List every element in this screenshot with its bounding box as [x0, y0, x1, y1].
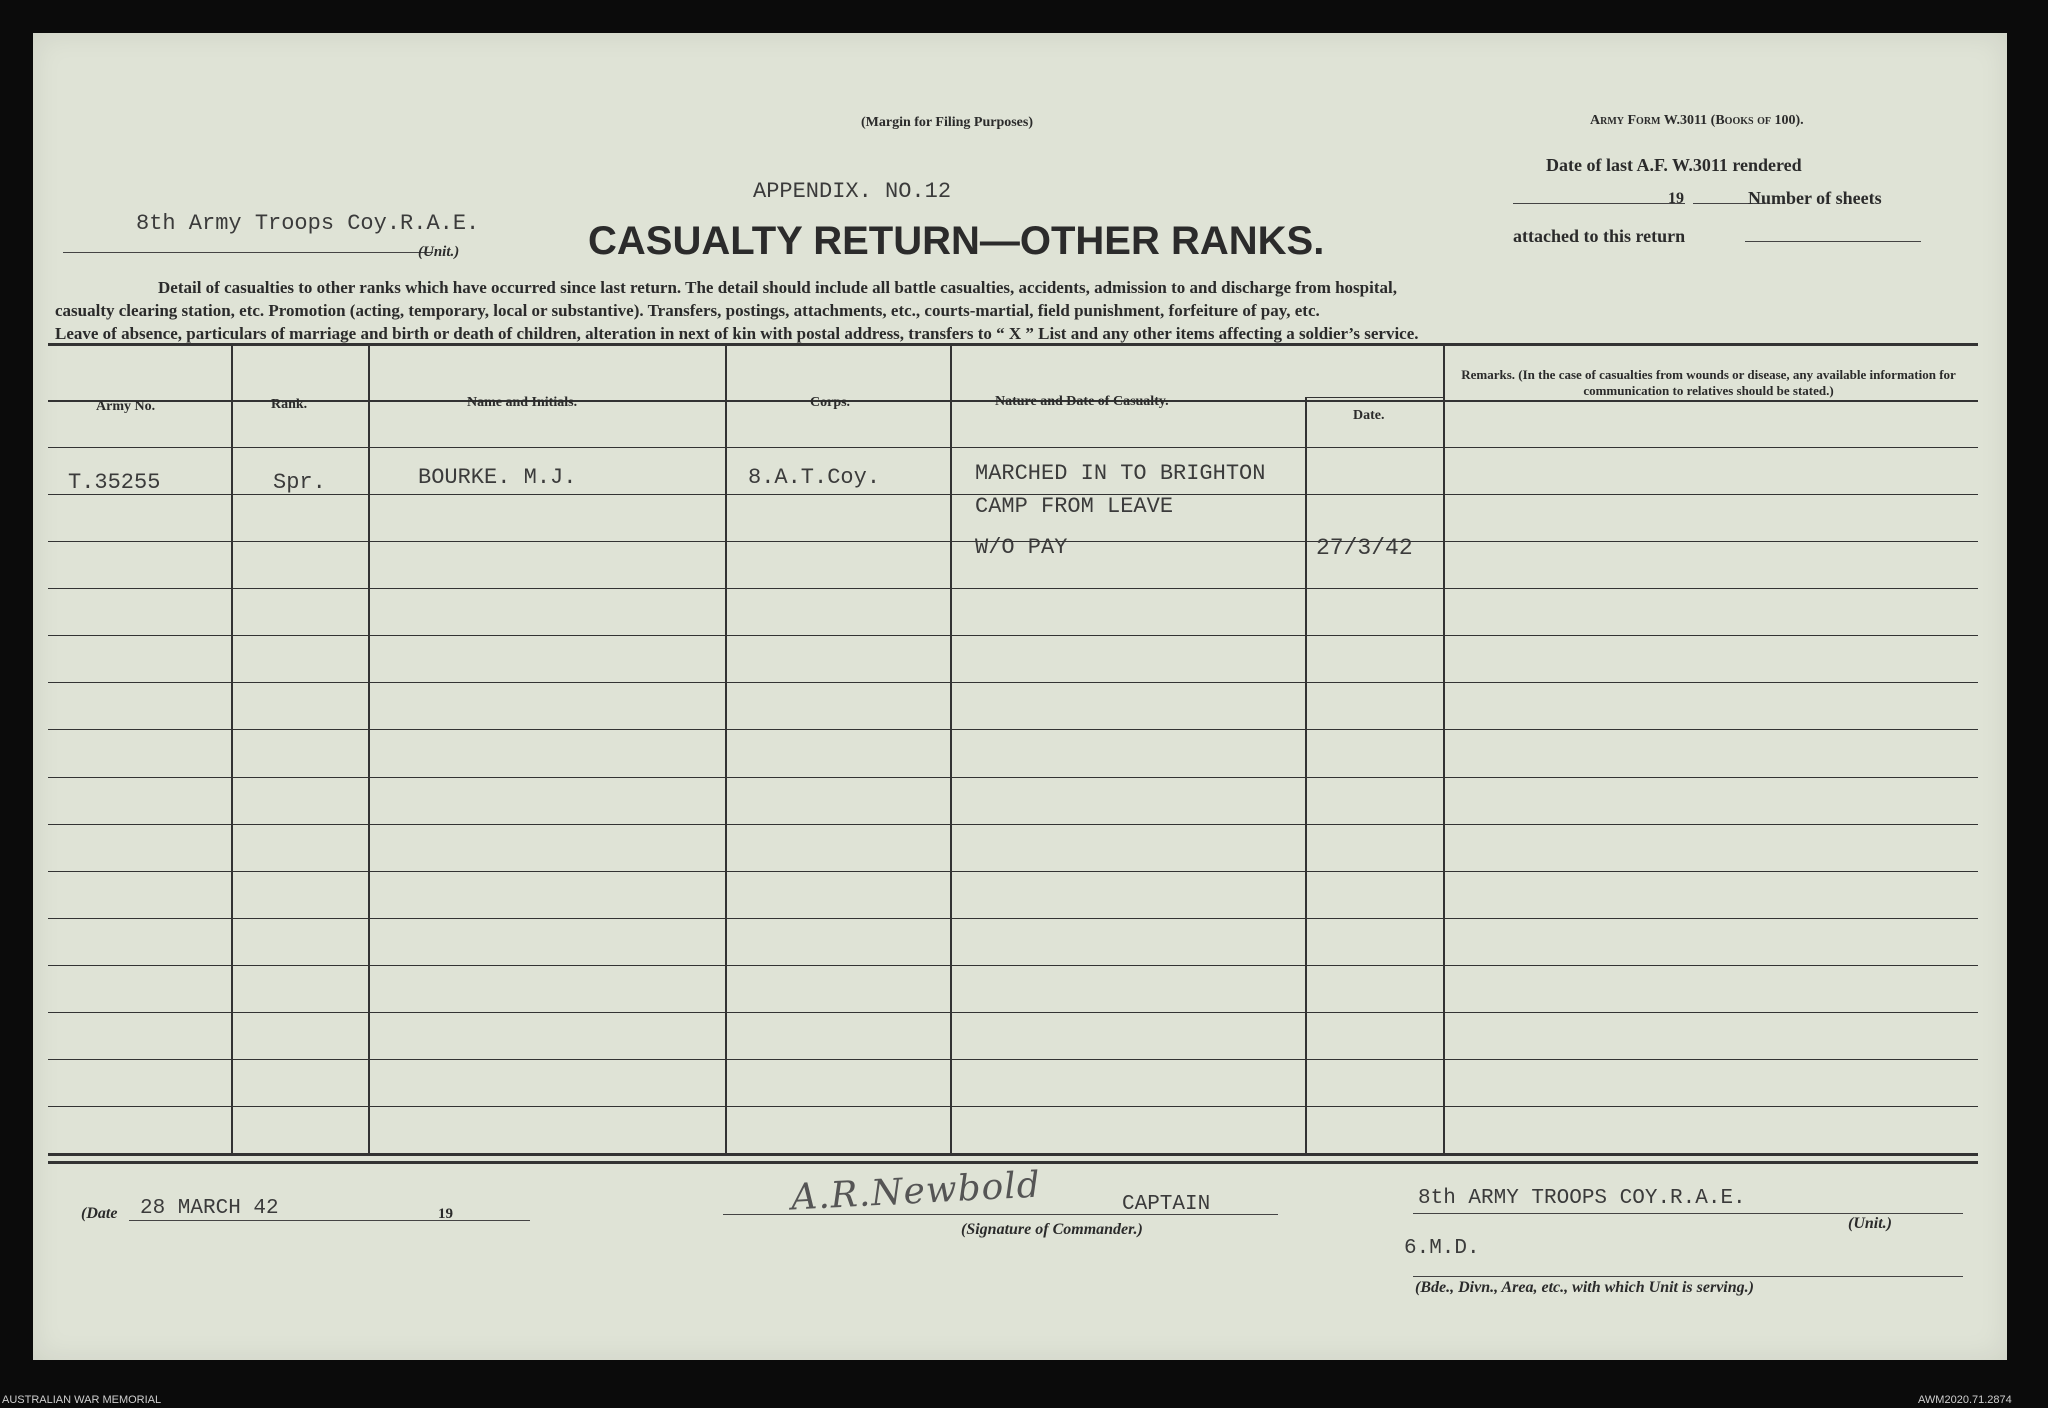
signature-line: [723, 1214, 1278, 1215]
district-line: [1413, 1276, 1963, 1277]
table-row-rule: [48, 1106, 1978, 1107]
table-row-rule: [48, 965, 1978, 966]
table-row-rule: [48, 635, 1978, 636]
header-nature: Nature and Date of Casualty.: [995, 394, 1169, 409]
date-subheader-rule: [1305, 397, 1443, 398]
footer-unit-typed: 8th ARMY TROOPS COY.R.A.E.: [1418, 1187, 1746, 1210]
entry-name: BOURKE. M.J.: [418, 465, 577, 490]
table-row-rule: [48, 588, 1978, 589]
commander-signature: A.R.Newbold: [790, 1164, 1042, 1219]
col-divider-5: [1305, 397, 1307, 1154]
archive-credit: AUSTRALIAN WAR MEMORIAL: [2, 1394, 162, 1406]
entry-rank: Spr.: [273, 470, 326, 495]
commander-rank: CAPTAIN: [1122, 1193, 1211, 1216]
table-row-rule: [48, 1059, 1978, 1060]
table-row-rule: [48, 871, 1978, 872]
date-value: 28 MARCH 42: [140, 1197, 279, 1220]
form-id: Army Form W.3011 (Books of 100).: [1590, 113, 1804, 128]
col-divider-3: [725, 344, 727, 1154]
unit-line: [63, 252, 433, 253]
entry-date: 27/3/42: [1316, 535, 1413, 561]
unit-label: (Unit.): [418, 244, 460, 260]
date-line: [129, 1220, 469, 1221]
header-army-no: Army No.: [96, 399, 156, 414]
attached-label: attached to this return: [1513, 226, 1686, 246]
footer-unit-line: [1413, 1213, 1963, 1214]
table-row-rule: [48, 1012, 1978, 1013]
num-sheets-label: Number of sheets: [1748, 188, 1882, 208]
footer-unit-label: (Unit.): [1848, 1215, 1892, 1232]
date-year-prefix: 19: [438, 1206, 453, 1222]
table-bottom-border: [48, 1153, 1978, 1156]
year-prefix: 19: [1668, 190, 1684, 207]
table-bottom-border-2: [48, 1161, 1978, 1164]
attached-line: [1745, 241, 1921, 242]
signature-label: (Signature of Commander.): [961, 1221, 1143, 1238]
bde-label: (Bde., Divn., Area, etc., with which Unit is serving.): [1415, 1279, 1754, 1296]
table-row-rule: [48, 824, 1978, 825]
entry-nature-line-1: MARCHED IN TO BRIGHTON: [975, 461, 1266, 486]
form-sheet: [33, 33, 2007, 1360]
form-title: CASUALTY RETURN—OTHER RANKS.: [588, 219, 1325, 263]
date-last-label: Date of last A.F. W.3011 rendered: [1546, 155, 1802, 175]
col-divider-4: [950, 344, 952, 1154]
header-rank: Rank.: [271, 397, 308, 412]
instructions-line-1: Detail of casualties to other ranks which have occurred since last return. The detail should include all battle casualties, accidents, admission to and discharge from hospital,: [158, 278, 1397, 297]
header-date: Date.: [1353, 408, 1385, 423]
table-row-rule: [48, 447, 1978, 448]
date-year-line: [465, 1220, 530, 1221]
table-row-rule: [48, 682, 1978, 683]
col-divider-2: [368, 344, 370, 1154]
date-last-line: [1513, 203, 1685, 204]
appendix-number: APPENDIX. NO.12: [753, 179, 952, 204]
date-label: (Date: [81, 1205, 118, 1222]
district-typed: 6.M.D.: [1404, 1237, 1480, 1260]
unit-typed: 8th Army Troops Coy.R.A.E.: [136, 211, 480, 236]
table-row-rule: [48, 918, 1978, 919]
entry-nature-line-3: W/O PAY: [975, 535, 1068, 560]
col-divider-6: [1443, 344, 1445, 1154]
header-name: Name and Initials.: [467, 395, 578, 410]
instructions-line-2: casualty clearing station, etc. Promotion (acting, temporary, local or substantive). Transfers, postings, attachments, etc., courts-martial, field punishment, forfeiture of pay, etc.: [55, 301, 1320, 320]
entry-army-no: T.35255: [68, 470, 161, 495]
archive-id: AWM2020.71.2874: [1918, 1394, 2012, 1406]
entry-corps: 8.A.T.Coy.: [748, 465, 881, 490]
instructions-line-3: Leave of absence, particulars of marriage and birth or death of children, alteration in next of kin with postal address, transfers to “ X ” List and any other items affecting a soldier’s service.: [55, 324, 1419, 343]
header-corps: Corps.: [810, 395, 851, 410]
header-remarks: Remarks. (In the case of casualties from wounds or disease, any available information for communication to relatives should be stated.): [1461, 367, 1956, 398]
entry-nature-line-2: CAMP FROM LEAVE: [975, 494, 1174, 519]
table-row-rule: [48, 729, 1978, 730]
table-top-border: [48, 343, 1978, 346]
table-row-rule: [48, 777, 1978, 778]
col-divider-1: [231, 344, 233, 1154]
margin-note: (Margin for Filing Purposes): [861, 115, 1034, 130]
